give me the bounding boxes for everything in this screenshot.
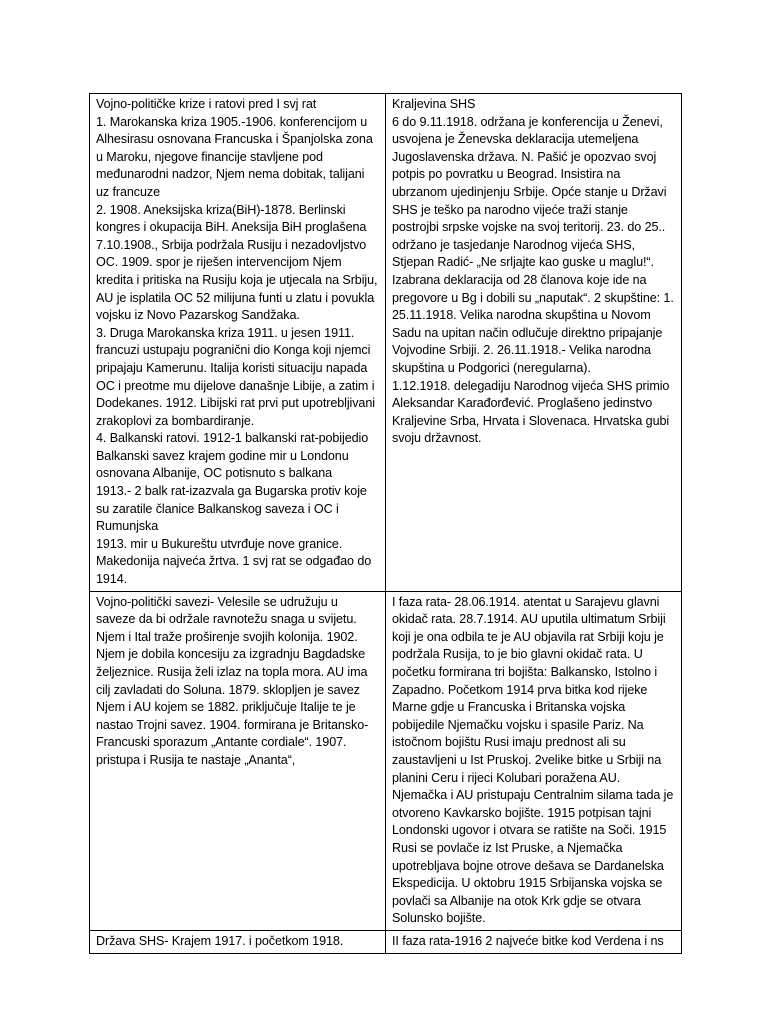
cell-text-prewar-crises: Vojno-političke krize i ratovi pred I svj rat 1. Marokanska kriza 1905.-1906. konferencijom u Alhesirasu osnovana Francuska i Španjolska zona u Maroku, njegove financije stavljene pod međunarodni nadzor, Njem nema dobitak, talijani uz francuze 2. 1908. Aneksijska kriza(BiH)-1878. Berlinski kongres i okupacija BiH. Aneksija BiH proglašena 7.10.1908., Srbija podržala Rusiju i nezadovljstvo OC. 1909. spor je riješen intervencijom Njem kredita i pritiska na Rusiju koja je utjecala na Srbiju, AU je isplatila OC 52 milijuna funti u zlatu i povukla vojsku iz Novo Pazarskog Sandžaka. 3. Druga Marokanska kriza 1911. u jesen 1911. francuzi ustupaju pogranični dio Konga koji njemci pripajaju Kamerunu. Italija koristi situaciju napada OC i preotme mu dijelove današnje Libije, a zatim i Dodekanes. 1912. Libijski rat prvi put upotrebljivani zrakoplovi za bombardiranje. 4. Balkanski ratovi. 1912-1 balkanski rat-pobijedio Balkanski savez krajem godine mir u Londonu osnovana Albanije, OC potisnuto s balkana 1913.- 2 balk rat-izazvala ga Bugarska protiv koje su zaratile članice Balkanskog saveza i OC i Rumunjska 1913. mir u Bukureštu utvrđuje nove granice. Makedonija najveća žrtva. 1 svj rat se odgađao do 1914.: [96, 97, 378, 587]
table-cell: [386, 591, 682, 930]
table-row: [90, 591, 682, 930]
cell-text-war-phase-1: I faza rata- 28.06.1914. atentat u Sarajevu glavni okidač rata. 28.7.1914. AU uputila ultimatum Srbiji koji je ona odbila te je AU objavila rat Srbiji koju je podržala Rusija, to je bio glavni okidač rata. U početku formirana tri bojišta: Balkansko, Istolno i Zapadno. Početkom 1914 prva bitka kod rijeke Marne gdje u Francuska i Britanska vojska pobijedile Njemačku vojsku i spasile Pariz. Na istočnom bojištu Rusi imaju prednost ali su zaustavljeni u Ist Pruskoj. 2velike bitke u Srbiji na planini Ceru i rijeci Kolubari poražena AU. Njemačka i AU pristupaju Centralnim silama tada je otvoreno Kavkarsko bojište. 1915 potpisan tajni Londonski ugovor i otvara se ratište na Soči. 1915 Rusi se povlače iz Ist Pruske, a Njemačka upotrebljava bojne otrove dešava se Dardanelska Ekspedicija. U oktobru 1915 Srbijanska vojska se povlači sa Albanije na otok Krk gdje se otvara Solunsko bojište.: [392, 594, 674, 926]
table-cell: [386, 94, 682, 592]
table-cell: [90, 591, 386, 930]
cell-text-kingdom-shs: Kraljevina SHS 6 do 9.11.1918. održana je konferencija u Ženevi, usvojena je Ženevska deklaracija utemeljena Jugoslavenska država. N. Pašić je opozvao svoj potpis po povratku u Beograd. Insistira na ubrzanom ujedinjenju Srbije. Opće stanje u Državi SHS je teško pa narodno vijeće traži stanje postrojbi srpske vojske na svoj teritorij. 23. do 25.. održano je tasjedanje Narodnog vijeća SHS, Stjepan Radić- „Ne srljajte kao guske u maglu!“. Izabrana deklaracija od 28 članova koje ide na pregovore u Bg i dobili su „naputak“. 2 skupštine: 1. 25.11.1918. Velika narodna skupština u Novom Sadu na upitan način odlučuje direktno pripajanje Vojvodine Srbiji. 2. 26.11.1918.- Velika narodna skupština u Podgorici (neregularna). 1.12.1918. delegadiju Narodnog vijeća SHS primio Aleksandar Karađorđević. Proglašeno jedinstvo Kraljevine Srba, Hrvata i Slovenaca. Hrvatska gubi svoju državnost.: [392, 97, 674, 446]
table-row: [90, 94, 682, 592]
cell-text-state-shs: Država SHS- Krajem 1917. i početkom 1918.: [96, 933, 344, 948]
cell-text-war-phase-2: II faza rata-1916 2 najveće bitke kod Verdena i ns: [392, 933, 664, 948]
table-cell: [90, 94, 386, 592]
cell-text-alliances: Vojno-politički savezi- Velesile se udružuju u saveze da bi održale ravnotežu snaga u svijetu. Njem i Ital traže proširenje svojih kolonija. 1902. Njem je dobila koncesiju za izgradnju Bagdadske željeznice. Rusija želi izlaz na topla mora. AU ima cilj zavladati do Soluna. 1879. sklopljen je savez Njem i AU kojem se 1882. priključuje Italije te je nastao Trojni savez. 1904. formirana je Britansko-Francuski sporazum „Antante cordiale“. 1907. pristupa i Rusija te nastaje „Ananta“,: [96, 594, 369, 767]
table-row: [90, 930, 682, 953]
table-cell: [386, 930, 682, 953]
notes-table: [89, 93, 682, 954]
table-cell: [90, 930, 386, 953]
